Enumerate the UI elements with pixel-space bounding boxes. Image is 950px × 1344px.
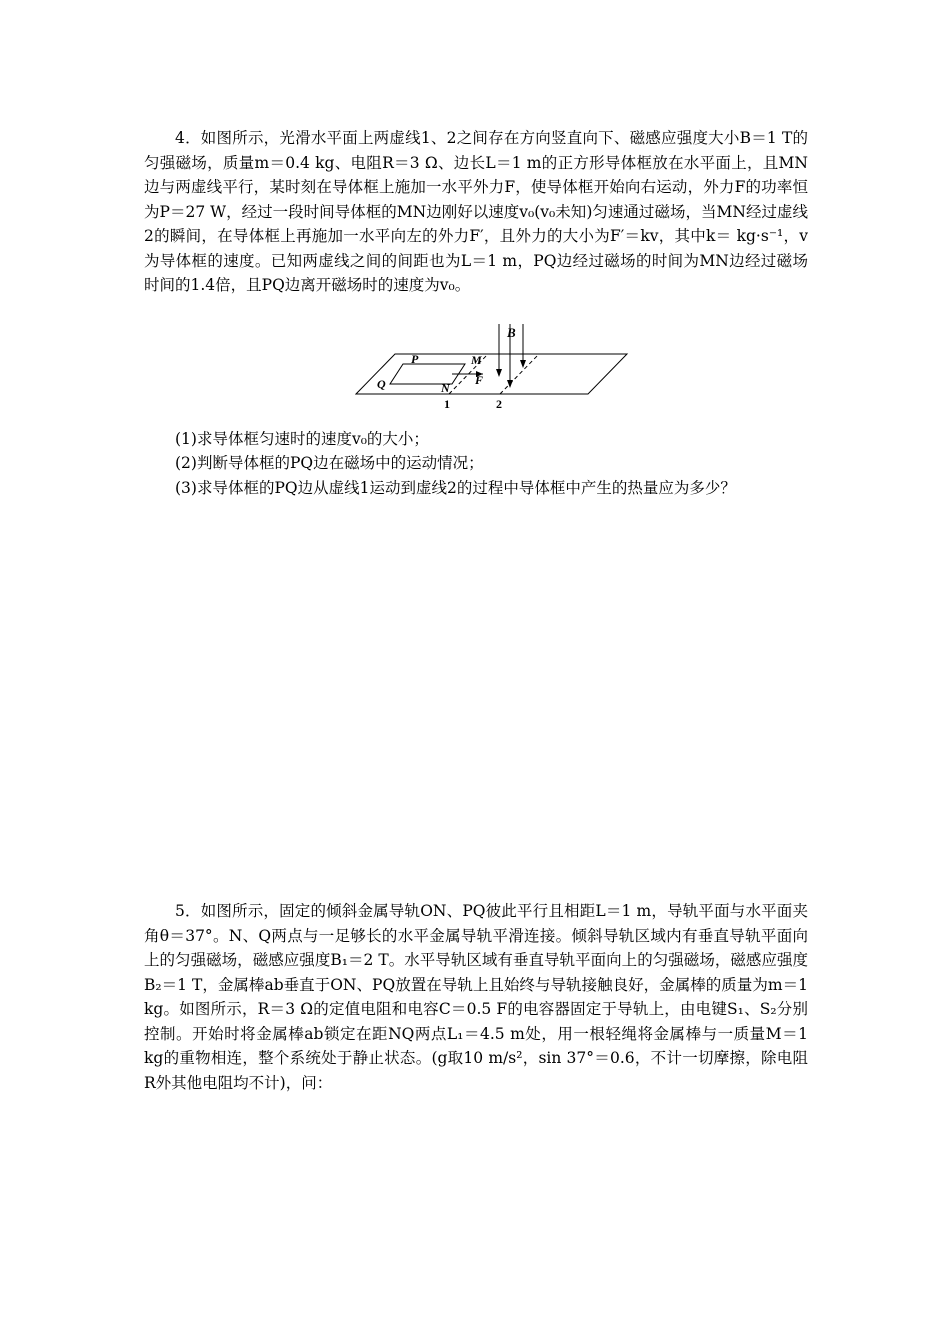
question-4-text: 4．如图所示，光滑水平面上两虚线1、2之间存在方向竖直向下、磁感应强度大小B＝1 T的匀强磁场，质量m＝0.4 kg、电阻R＝3 Ω、边长L＝1 m的正方形导体框放在水平面上，且MN边与两虚线平行，某时刻在导体框上施加一水平外力F，使导体框开始向右运动，外力F的功率恒为P＝27 W，经过一段时间导体框的MN边刚好以速度v₀(v₀未知)匀速通过磁场，当MN经过虚线2的瞬间，在导体框上再施加一水平向左的外力F′，且外力的大小为F′＝kv，其中k＝ kg·s⁻¹，v为导体框的速度。已知两虚线之间的间距也为L＝1 m，PQ边经过磁场的时间为MN边经过磁场时间的1.4倍，且PQ边离开磁场时的速度为v₀。 [144, 129, 808, 294]
label-N: N [441, 381, 450, 395]
label-M: M [471, 353, 482, 367]
label-2: 2 [496, 397, 502, 411]
magnetic-field-diagram [355, 322, 630, 414]
field-arrowhead-1 [496, 369, 502, 377]
label-Q: Q [377, 377, 386, 391]
question-4-sub-3: (3)求导体框的PQ边从虚线1运动到虚线2的过程中导体框中产生的热量应为多少？ [175, 479, 736, 497]
question-4-sub-2: (2)判断导体框的PQ边在磁场中的运动情况； [175, 454, 484, 472]
question-4-figure [355, 322, 630, 414]
field-arrowhead-3 [520, 360, 526, 368]
label-B: B [507, 325, 516, 340]
dashed-line-2 [500, 354, 539, 394]
field-arrowhead-2 [507, 380, 513, 388]
label-1: 1 [444, 397, 450, 411]
question-4-sub-1: (1)求导体框匀速时的速度v₀的大小； [175, 430, 429, 448]
label-F: F [475, 373, 484, 387]
question-5-text: 5．如图所示，固定的倾斜金属导轨ON、PQ彼此平行且相距L＝1 m，导轨平面与水平面夹角θ＝37°。N、Q两点与一足够长的水平金属导轨平滑连接。倾斜导轨区域内有垂直导轨平面向上的匀强磁场，磁感应强度B₁＝2 T。水平导轨区域有垂直导轨平面向上的匀强磁场，磁感应强度B₂＝1 T，金属棒ab垂直于ON、PQ放置在导轨上且始终与导轨接触良好，金属棒的质量为m＝1 kg。如图所示，R＝3 Ω的定值电阻和电容C＝0.5 F的电容器固定于导轨上，由电键S₁、S₂分别控制。开始时将金属棒ab锁定在距NQ两点L₁＝4.5 m处，用一根轻绳将金属棒与一质量M＝1 kg的重物相连，整个系统处于静止状态。(g取10 m/s²，sin 37°＝0.6，不计一切摩擦，除电阻R外其他电阻均不计)，问： [144, 902, 808, 1092]
label-P: P [411, 352, 419, 366]
